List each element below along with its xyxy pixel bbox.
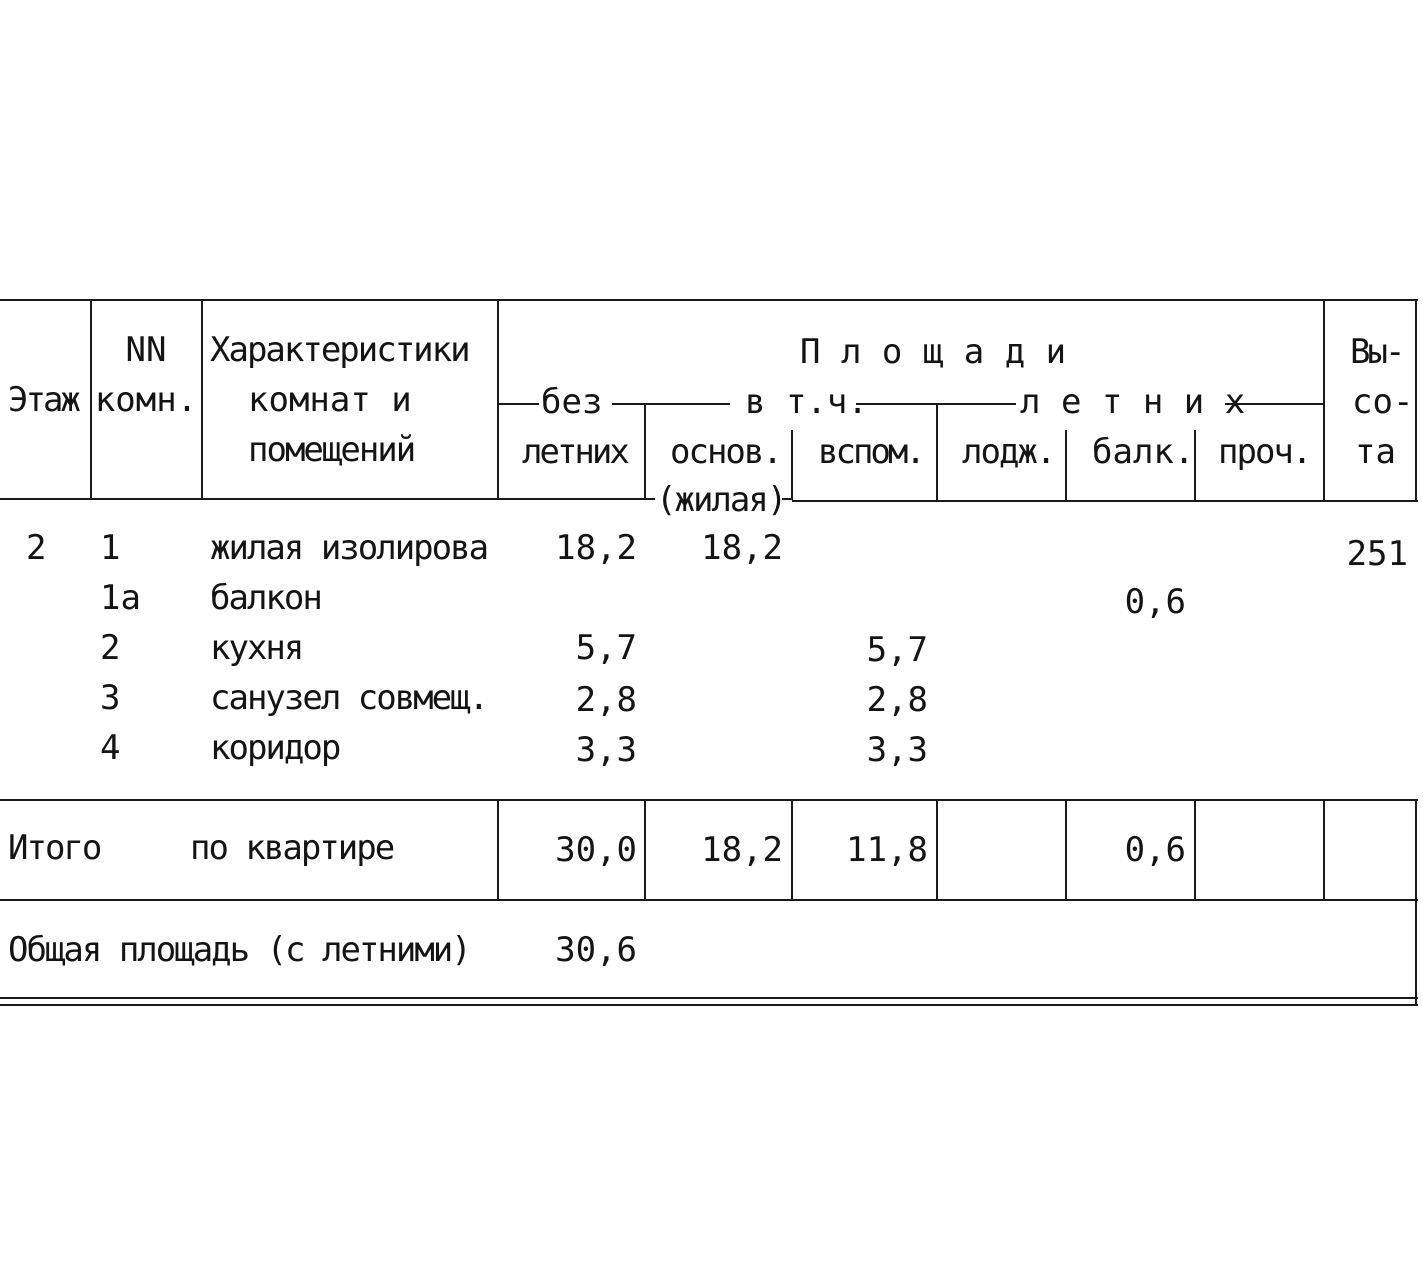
- right-border-header: [1415, 299, 1417, 500]
- row-4-aux: 2,8: [866, 680, 928, 720]
- totals-divider-aux: [936, 799, 938, 900]
- header-without-summer-2: летних: [522, 432, 627, 472]
- row-4-no: 3: [100, 678, 121, 718]
- header-char-1: Характеристики: [210, 330, 469, 370]
- table-bottom-border-1: [0, 997, 1418, 999]
- col-divider-no: [201, 299, 203, 499]
- row-3-name: кухня: [210, 628, 303, 668]
- col-divider-total: [644, 403, 646, 500]
- header-char-3: помещений: [248, 430, 415, 470]
- row-3-aux: 5,7: [866, 630, 928, 670]
- header-main-1: основ.: [670, 432, 781, 472]
- row-5-total: 3,3: [575, 730, 637, 770]
- table-bottom-border-2: [0, 1004, 1418, 1006]
- header-other: проч.: [1218, 432, 1311, 472]
- right-border-totals: [1415, 799, 1417, 1006]
- col-divider-other: [1323, 299, 1325, 500]
- summer-subheader-rule-left: [499, 403, 539, 405]
- header-floor: Этаж: [8, 380, 78, 420]
- totals-divider-main: [791, 799, 793, 900]
- totals-balcony: 0,6: [1124, 830, 1186, 870]
- row-5-name: коридор: [210, 728, 340, 768]
- row-3-total: 5,7: [575, 628, 637, 668]
- totals-aux: 11,8: [846, 830, 928, 870]
- totals-divider-other: [1323, 799, 1325, 900]
- totals-top-border: [0, 799, 1418, 801]
- overall-value: 30,6: [555, 930, 637, 970]
- totals-divider-loggia: [1065, 799, 1067, 900]
- main-col-rule-left: [645, 498, 655, 500]
- row-3-no: 2: [100, 628, 121, 668]
- row-2-balcony: 0,6: [1124, 582, 1186, 622]
- row-1-total: 18,2: [555, 528, 637, 568]
- col-divider-aux: [936, 403, 938, 500]
- row-1-no: 1: [100, 528, 121, 568]
- col-divider-loggia: [1065, 430, 1067, 500]
- col-divider-main: [791, 430, 793, 500]
- row-1-height: 251: [1346, 534, 1408, 574]
- row-1-name: жилая изолирова: [210, 528, 488, 568]
- header-summer: л е т н и х: [1020, 382, 1246, 422]
- header-aux: вспом.: [818, 432, 923, 472]
- header-main-2: (жилая): [656, 480, 786, 520]
- row-4-total: 2,8: [575, 680, 637, 720]
- row-1-floor: 2: [26, 528, 47, 568]
- row-2-no: 1а: [100, 578, 141, 618]
- totals-label-2: по квартире: [190, 828, 394, 868]
- summer-subheader-rule-mid: [612, 403, 730, 405]
- header-room-no-2: комн.: [94, 380, 198, 420]
- row-5-aux: 3,3: [866, 730, 928, 770]
- header-height-3: та: [1355, 432, 1396, 472]
- header-balcony: балк.: [1092, 432, 1195, 472]
- header-loggia: лодж.: [962, 432, 1055, 472]
- header-bottom-left: [0, 498, 645, 500]
- totals-divider-label: [497, 799, 499, 900]
- totals-main: 18,2: [701, 830, 783, 870]
- header-room-no-1: NN: [125, 330, 167, 370]
- header-height-2: со-: [1352, 382, 1414, 422]
- col-divider-char: [497, 299, 499, 499]
- header-incl: в т.ч.: [745, 382, 868, 422]
- row-5-no: 4: [100, 728, 121, 768]
- totals-divider-balcony: [1194, 799, 1196, 900]
- table-top-border: [0, 299, 1418, 301]
- totals-bottom-border: [0, 899, 1418, 901]
- header-without-summer-1: без: [541, 382, 603, 422]
- header-char-2: комнат и: [248, 380, 412, 420]
- totals-label-1: Итого: [8, 828, 101, 868]
- totals-total: 30,0: [555, 830, 637, 870]
- header-bottom-right: [792, 500, 1418, 502]
- row-4-name: санузел совмещ.: [210, 678, 488, 718]
- row-2-name: балкон: [210, 578, 321, 618]
- overall-label: Общая площадь (с летними): [8, 930, 470, 970]
- row-1-main: 18,2: [701, 528, 783, 568]
- header-areas: П л о щ а д и: [800, 332, 1067, 372]
- header-height-1: Вы-: [1350, 332, 1403, 372]
- totals-divider-total: [644, 799, 646, 900]
